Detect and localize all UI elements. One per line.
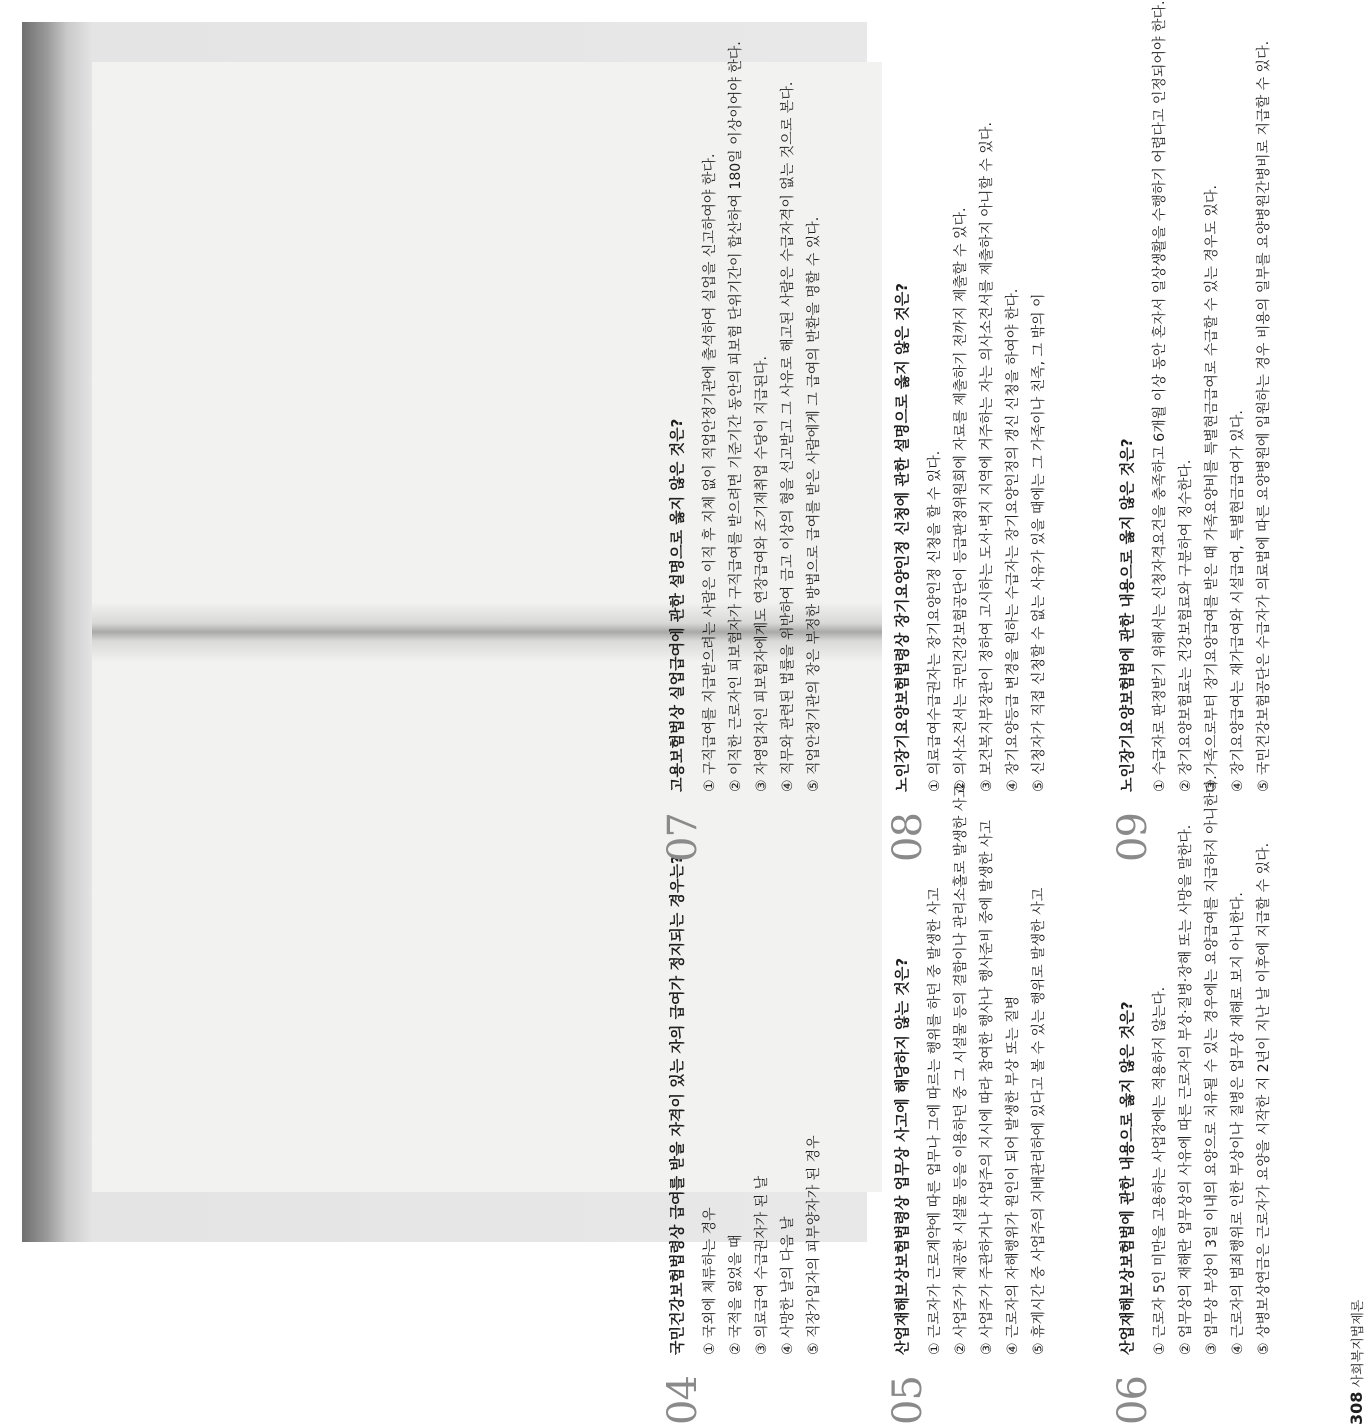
- option: ⑤ 직업안정기관의 장은 부정한 방법으로 급여를 받은 사람에게 그 급여의 반환을 명할 수 있다.: [806, 216, 822, 792]
- question-07: [660, 0, 827, 862]
- option: ① 국외에 체류하는 경우: [702, 1207, 718, 1355]
- option: ③ 자영업자인 피보험자에게도 연장급여와 조기재취업 수당이 지급된다.: [754, 356, 770, 792]
- option: ④ 장기요양등급 변경을 원하는 수급자는 장기요양인정의 갱신 신청을 하여야 한다.: [1005, 288, 1021, 792]
- book-title: 사회복지법제론: [1351, 1299, 1366, 1388]
- question-number: 04: [660, 1376, 706, 1425]
- question-number: 08: [885, 813, 931, 862]
- question-09: [1110, 0, 1277, 862]
- option: ① 근로자가 근로계약에 따른 업무나 그에 따르는 행위를 하던 중 발생한 사고: [927, 887, 943, 1355]
- option: ④ 사망한 날의 다음 날: [780, 1216, 796, 1355]
- question-title: 산업재해보상보험법에 관한 내용으로 옳지 않은 것은?: [1118, 1001, 1136, 1355]
- right-page: [626, 0, 1366, 862]
- option: ③ 보건복지부장관이 정하여 고시하는 도서·벽지 지역에 거주하는 자는 의사소견서를 제출하지 아니할 수 있다.: [979, 122, 995, 792]
- option: ② 사업주가 제공한 시설물 등을 이용하던 중 그 시설물 등의 결함이나 관리소홀로 발생한 사고: [953, 784, 969, 1355]
- question-title: 노인장기요양보험법령상 장기요양인정 신청에 관한 설명으로 옳지 않은 것은?: [893, 283, 911, 792]
- option: ① 구직급여를 지급받으려는 사람은 이직 후 지체 없이 직업안정기관에 출석하여 실업을 신고하여야 한다.: [702, 153, 718, 792]
- option: ③ 가족으로부터 장기요양급여를 받은 때 가족요양비를 특별현금급여로 수급할 수 있는 경우도 있다.: [1204, 185, 1220, 792]
- option: ② 장기요양보험료는 건강보험료와 구분하여 징수한다.: [1178, 459, 1194, 792]
- question-title: 고용보험법상 실업급여에 관한 설명으로 옳지 않은 것은?: [668, 418, 686, 792]
- option: ④ 장기요양급여는 재가급여와 시설급여, 특별현금급여가 있다.: [1230, 410, 1246, 792]
- option: ⑤ 신청자가 직접 신청할 수 없는 사유가 있을 때에는 그 가족이나 친족, 그 밖의 이: [1031, 293, 1047, 792]
- option: ⑤ 상병보상연금은 근로자가 요양을 시작한 지 2년이 지난 날 이후에 지급할 수 있다.: [1256, 842, 1272, 1355]
- option: ③ 사업주가 주관하거나 사업주의 지시에 따라 참여한 행사나 행사준비 중에 발생한 사고: [979, 820, 995, 1355]
- option: ④ 근로자의 범죄행위로 인한 부상이나 질병은 업무상 재해로 보지 아니한다.: [1230, 892, 1246, 1355]
- question-number: 07: [660, 813, 706, 862]
- option: ⑤ 직장가입자의 피부양자가 된 경우: [806, 1135, 822, 1355]
- question-title: 산업재해보상보험법령상 업무상 사고에 해당하지 않는 것은?: [893, 957, 911, 1355]
- question-title: 노인장기요양보험법에 관한 내용으로 옳지 않은 것은?: [1118, 438, 1136, 792]
- option: ④ 직무와 관련된 법률을 위반하여 금고 이상의 형을 선고받고 그 사유로 해고된 사람은 수급자격이 없는 것으로 본다.: [780, 81, 796, 792]
- page-number: 308: [1347, 1391, 1366, 1425]
- option: ① 의료급여수급권자는 장기요양인정 신청을 할 수 있다.: [927, 450, 943, 792]
- question-number: 09: [1110, 813, 1156, 862]
- option: ④ 근로자의 자해행위가 원인이 되어 발생한 부상 또는 질병: [1005, 995, 1021, 1355]
- page-footer: [1347, 1300, 1366, 1425]
- option: ② 이직한 근로자인 피보험자가 구직급여를 받으려면 기준기간 동안의 피보험 단위기간이 합산하여 180일 이상이어야 한다.: [728, 41, 744, 792]
- question-08: [885, 0, 1052, 862]
- question-title: 국민건강보험법령상 급여를 받을 자격이 있는 자의 급여가 정지되는 경우는?: [668, 855, 686, 1355]
- question-number: 06: [1110, 1376, 1156, 1425]
- option: ⑤ 휴게시간 중 사업주의 지배관리하에 있다고 볼 수 있는 행위로 발생한 사고: [1031, 887, 1047, 1355]
- option: ⑤ 국민건강보험공단은 수급자가 의료법에 따른 요양병원에 입원하는 경우 비용의 일부를 요양병원간병비로 지급할 수 있다.: [1256, 40, 1272, 792]
- option: ③ 업무상 부상이 3일 이내의 요양으로 치유될 수 있는 경우에는 요양급여를 지급하지 아니한다.: [1204, 775, 1220, 1355]
- option: ② 의사소견서는 국민건강보험공단이 등급판정위원회에 자료를 제출하기 전까지 제출할 수 있다.: [953, 207, 969, 792]
- option: ② 업무상의 재해란 업무상의 사유에 따른 근로자의 부상·질병·장해 또는 사망을 말한다.: [1178, 824, 1194, 1355]
- option: ② 국적을 잃었을 때: [728, 1234, 744, 1355]
- question-number: 05: [885, 1376, 931, 1425]
- option: ① 근로자 5인 미만을 고용하는 사업장에는 적용하지 않는다.: [1152, 986, 1168, 1355]
- option: ③ 의료급여 수급권자가 된 날: [754, 1175, 770, 1355]
- option: ① 수급자로 판정받기 위해서는 신청자격요건을 충족하고 6개월 이상 동안 혼자서 일상생활을 수행하기 어렵다고 인정되어야 한다.: [1152, 0, 1168, 792]
